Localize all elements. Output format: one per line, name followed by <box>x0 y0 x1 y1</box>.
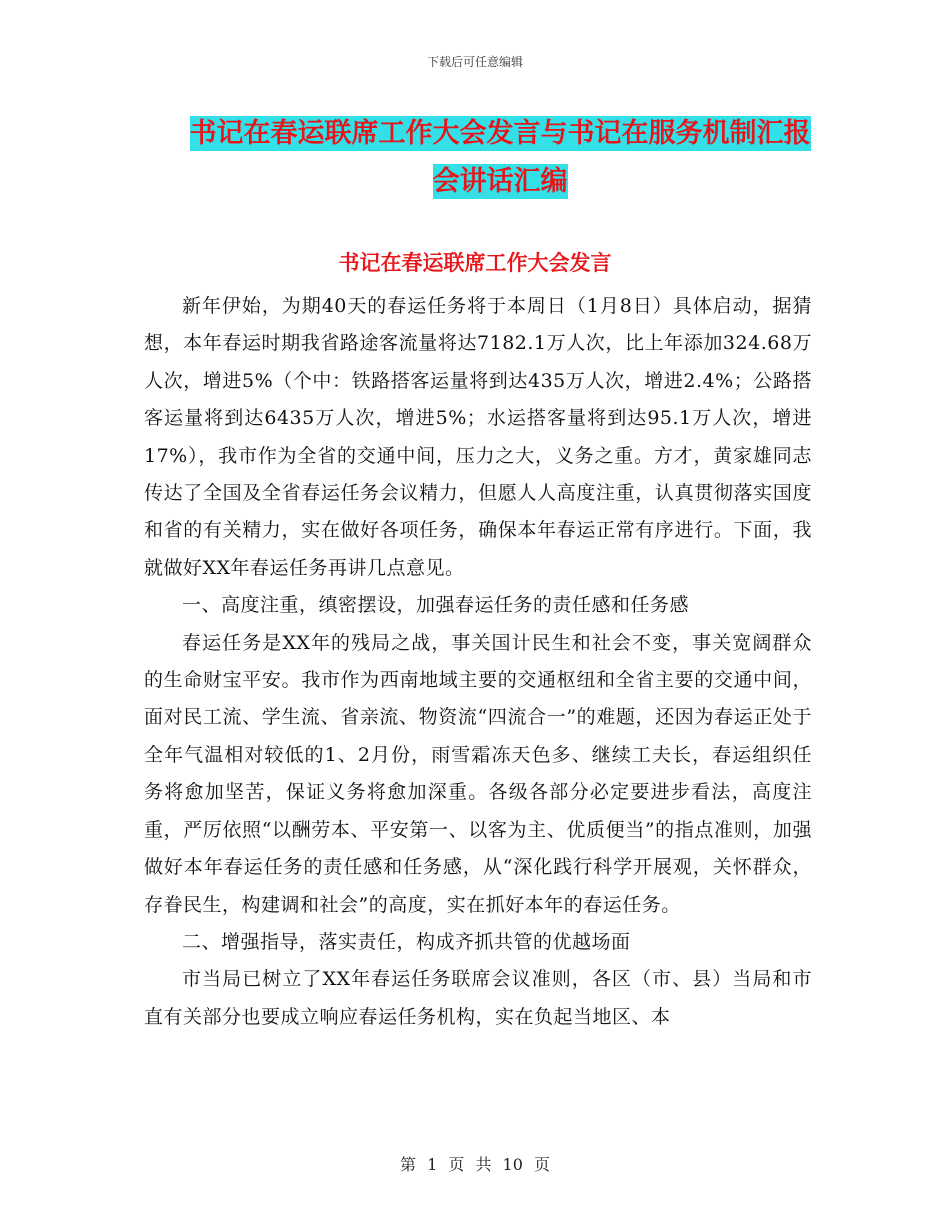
document-title <box>140 110 860 206</box>
title-line-2: 会讲话汇编 <box>432 166 568 197</box>
paragraph-heading: 二、增强指导，落实责任，构成齐抓共管的优越场面 <box>182 930 631 953</box>
paragraph: 市当局已树立了XX年春运任务联席会议准则，各区（市、县）当局和市直有关部分也要成立响应春运任务机构，实在负起当地区、本 <box>144 968 812 1028</box>
body-text <box>144 288 812 1036</box>
paragraph: 新年伊始，为期40天的春运任务将于本周日（1月8日）具体启动，据猜想，本年春运时期我省路途客流量将达7182.1万人次，比上年添加324.68万人次，增进5%（个中：铁路搭客运量将到达435万人次，增进2.4%；公路搭客运量将到达6435万人次，增进5%；水运搭客量将到达95.1万人次，增进17%），我市作为全省的交通中间，压力之大，义务之重。方才，黄家雄同志传达了全国及全省春运任务会议精力，但愿人人高度注重，认真贯彻落实国度和省的有关精力，实在做好各项任务，确保本年春运正常有序进行。下面，我就做好XX年春运任务再讲几点意见。 <box>144 295 812 579</box>
title-line-1: 书记在春运联席工作大会发言与书记在服务机制汇报 <box>189 118 811 149</box>
section-title: 书记在春运联席工作大会发言 <box>338 251 612 275</box>
paragraph-heading: 一、高度注重，缜密摆设，加强春运任务的责任感和任务感 <box>182 594 690 617</box>
page-footer: 第 1 页 共 10 页 <box>400 1155 550 1174</box>
header-note: 下载后可任意编辑 <box>426 55 523 69</box>
paragraph: 春运任务是XX年的残局之战，事关国计民生和社会不变，事关宽阔群众的生命财宝平安。我市作为西南地域主要的交通枢纽和全省主要的交通中间，面对民工流、学生流、省亲流、物资流“四流合一”的难题，还因为春运正处于全年气温相对较低的1、2月份，雨雪霜冻天色多、继续工夫长，春运组织任务将愈加坚苦，保证义务将愈加深重。各级各部分必定要进步看法，高度注重，严厉依照“以酬劳本、平安第一、以客为主、优质便当”的指点准则，加强做好本年春运任务的责任感和任务感，从“深化践行科学开展观，关怀群众，存眷民生，构建调和社会”的高度，实在抓好本年的春运任务。 <box>144 631 812 916</box>
